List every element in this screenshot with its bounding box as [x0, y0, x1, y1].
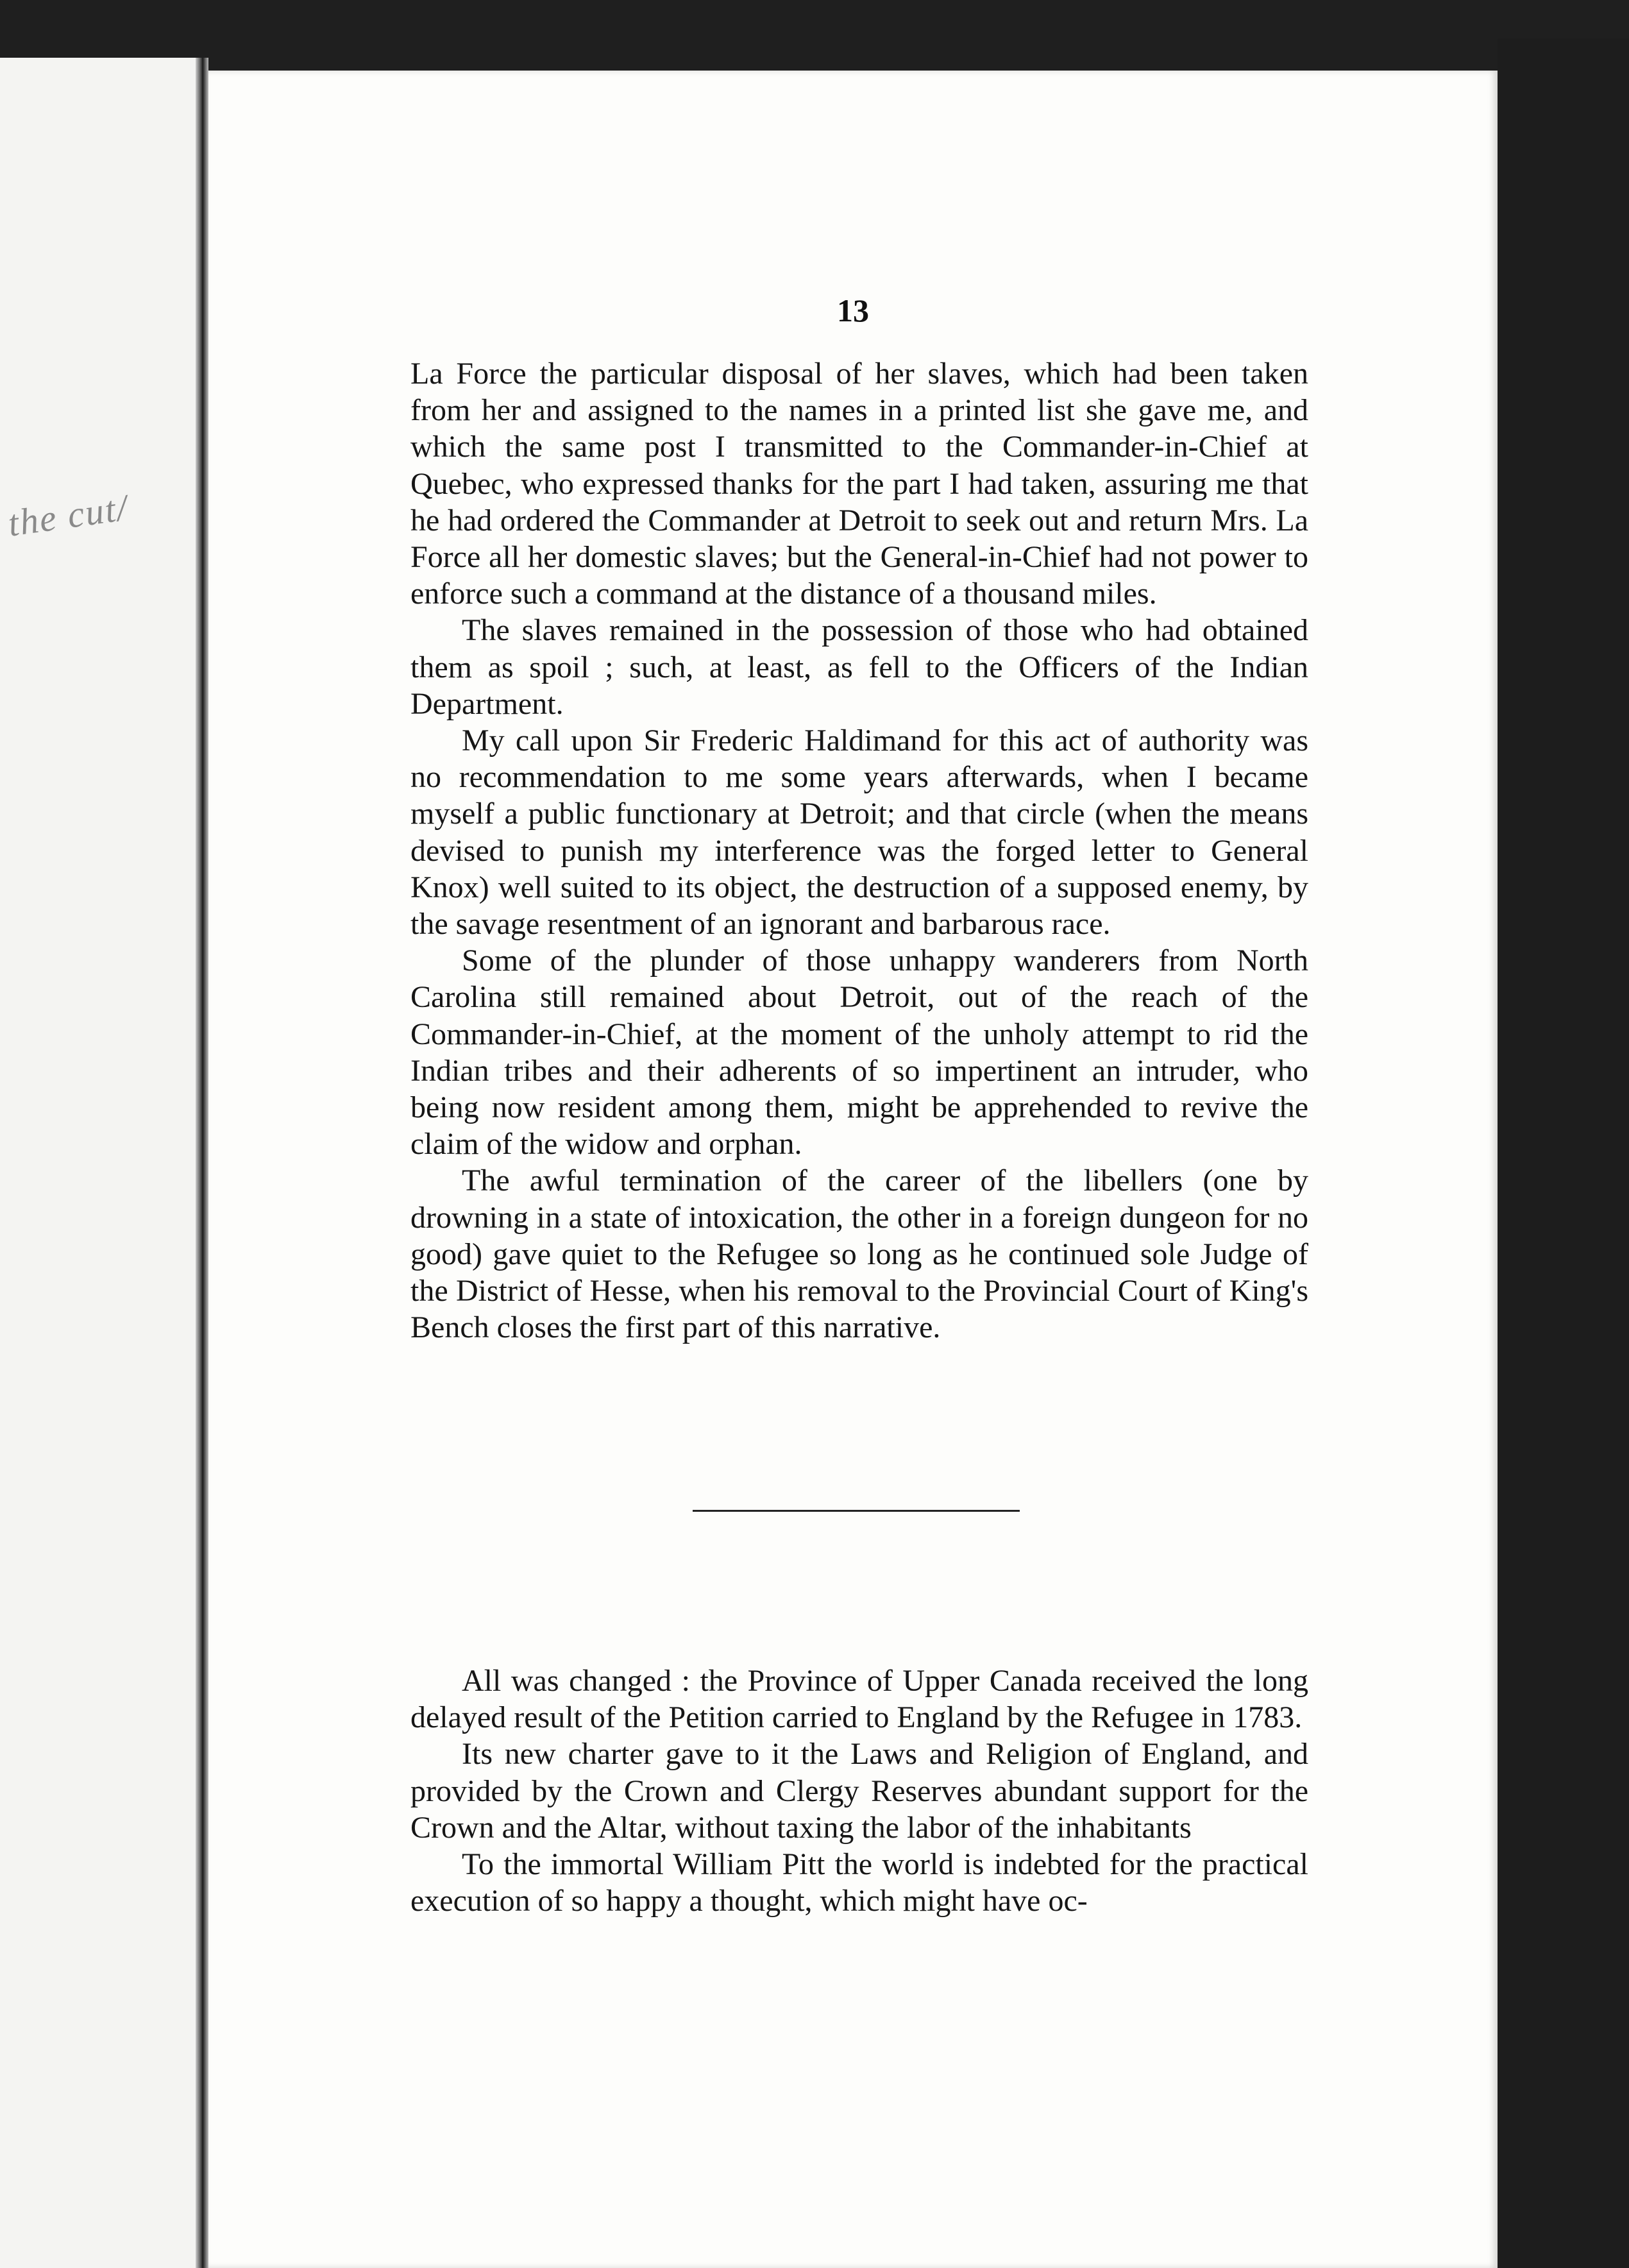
page-number: 13 — [837, 292, 869, 328]
scanner-background-top — [0, 0, 1629, 71]
paragraph: The awful termination of the career of the libellers (one by drowning in a state of intoxication, the other in a foreign dungeon for no good) gave quiet to the Refugee so long as he continued sole Judge of the District of Hesse, when his removal to the Provincial Court of King's Bench closes the first part of this narrative. — [410, 1164, 1308, 1345]
section-one — [410, 355, 1308, 1346]
paragraph: La Force the particular disposal of her slaves, which had been taken from her and assigned to the names in a printed list she gave me, and which the same post I transmitted to the Commander-in-Chief at Quebec, who expressed thanks for the part I had taken, assuring me that he had ordered the Commander at Detroit to seek out and return Mrs. La Force all her domestic slaves; but the General-in-Chief had not power to enforce such a command at the distance of a thousand miles. — [410, 357, 1308, 611]
scanner-background-right — [1498, 38, 1629, 2268]
paragraph: My call upon Sir Frederic Haldimand for this act of authority was no recommendation to me some years afterwards, when I became myself a public functionary at Detroit; and that circle (when the means devised to punish my interference was the forged letter to General Knox) well suited to its object, the destruction of a supposed enemy, by the savage resentment of an ignorant and barbarous race. — [410, 724, 1308, 942]
paragraph: To the immortal William Pitt the world is indebted for the practical execution of so happy a thought, which might have oc- — [410, 1847, 1308, 1918]
paragraph: All was changed : the Province of Upper Canada received the long delayed result of the Petition carried to England by the Refugee in 1783. — [410, 1664, 1308, 1735]
facing-page — [0, 58, 202, 2268]
margin-note: the cut/ — [5, 486, 131, 545]
section-divider — [693, 1510, 1020, 1512]
book-page — [208, 71, 1498, 2268]
section-two — [410, 1663, 1308, 1919]
paragraph: Some of the plunder of those unhappy wanderers from North Carolina still remained about Detroit, out of the reach of the Commander-in-Chief, at the moment of the unholy attempt to rid the Indian tribes and their adherents of so impertinent an intruder, who being now resident among them, might be apprehended to revive the claim of the widow and orphan. — [410, 944, 1308, 1162]
paragraph: Its new charter gave to it the Laws and Religion of England, and provided by the Crown and Clergy Reserves abundant support for the Crown and the Altar, without taxing the labor of the inhabitants — [410, 1737, 1308, 1845]
paragraph: The slaves remained in the possession of those who had obtained them as spoil ; such, at least, as fell to the Officers of the Indian Department. — [410, 613, 1308, 721]
book-gutter — [196, 58, 208, 2268]
